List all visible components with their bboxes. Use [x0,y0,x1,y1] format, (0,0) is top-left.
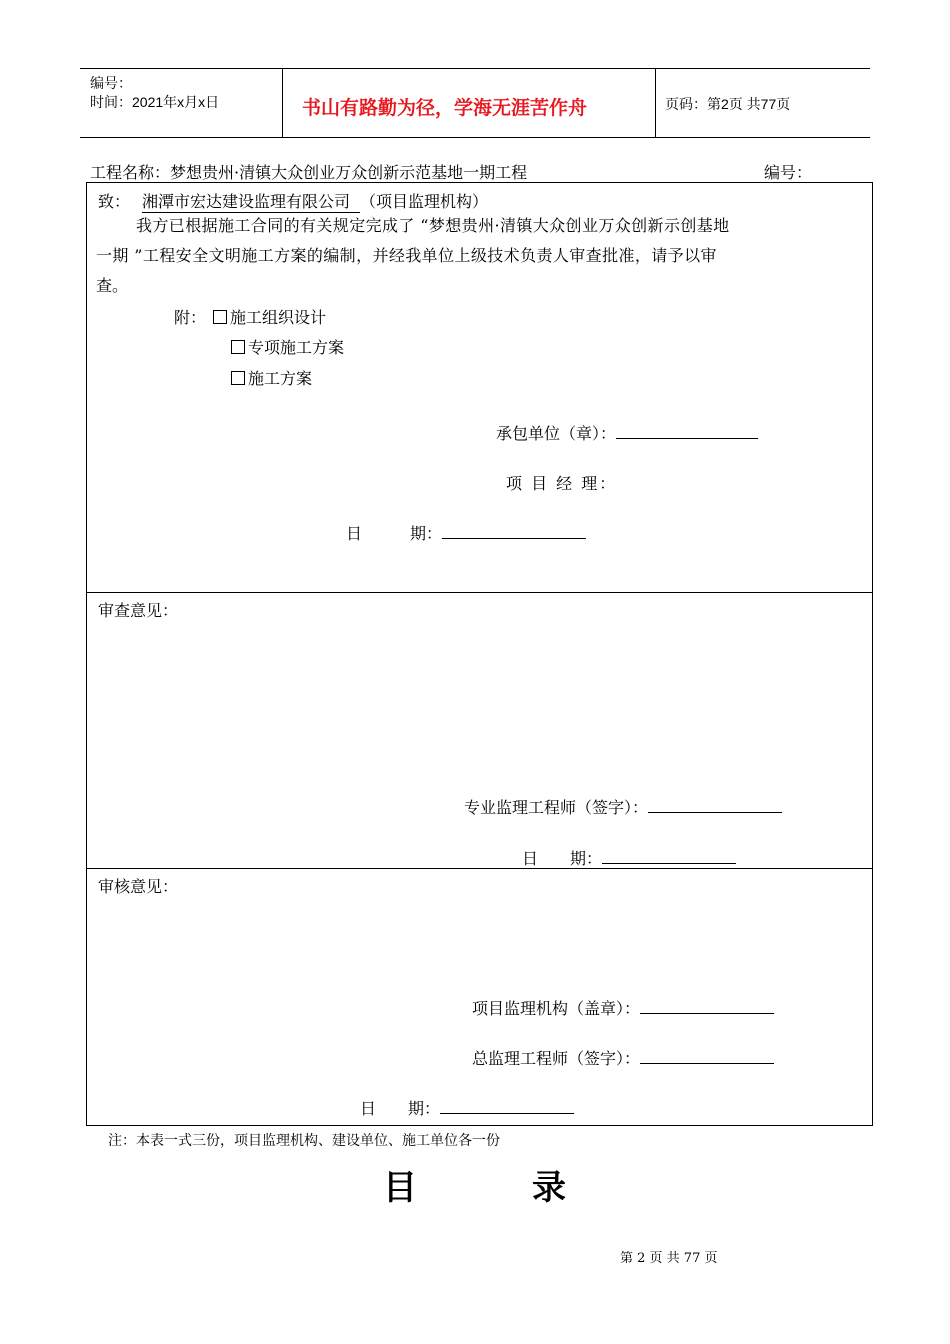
engineer-signature-label: 专业监理工程师（签字）： [464,798,649,817]
toc-title-char-2: 录 [532,1168,566,1208]
header-page-code: 页码：第2页 共77页 [665,96,791,112]
header-time-value: 2021年x月x日 [132,94,220,110]
audit-opinion-title: 审核意见： [98,877,179,896]
attachment-item-label: 专项施工方案 [248,338,345,357]
engineer-signature-blank[interactable] [648,797,782,813]
project-number-label: 编号： [764,163,813,182]
checkbox-icon[interactable] [213,310,227,324]
section2-date-label: 日 期： [522,849,603,868]
toc-title-char-1: 目 [383,1168,417,1208]
attachment-item-label: 施工方案 [248,369,313,388]
chief-signature-label: 总监理工程师（签字）： [472,1049,641,1068]
checkbox-icon[interactable] [231,340,245,354]
body-line-2: 一期 ”工程安全文明施工方案的编制，并经我单位上级技术负责人审查批准，请予以审 [96,246,717,265]
section1-date-blank[interactable] [442,523,586,539]
body-line-1: 我方已根据施工合同的有关规定完成了 “梦想贵州·清镇大众创业万众创新示创基地 [136,216,730,235]
contractor-seal-label: 承包单位（章）： [496,424,617,443]
checkbox-icon[interactable] [231,371,245,385]
page-footer: 第 2 页 共 77 页 [620,1251,718,1266]
project-manager-label: 项 目 经 理： [506,474,618,493]
to-label: 致： [98,192,131,211]
header-time-label: 时间： [90,94,132,110]
header-time [90,92,219,112]
org-seal-line [472,996,774,1019]
addressee-line [98,189,488,212]
section2-date-line [522,846,736,869]
attachment-item-label: 施工组织设计 [230,308,327,327]
to-organization: 湘潭市宏达建设监理有限公司 [142,192,360,213]
org-seal-label: 项目监理机构（盖章）： [472,999,641,1018]
attachment-item-2 [231,335,344,358]
divider-2 [86,868,873,869]
section1-date-label: 日 期： [346,524,443,543]
form-note: 注：本表一式三份，项目监理机构、建设单位、施工单位各一份 [108,1133,500,1149]
contractor-seal-blank[interactable] [616,423,758,439]
header-motto: 书山有路勤为径，学海无涯苦作舟 [302,97,588,119]
project-name: 工程名称：梦想贵州·清镇大众创业万众创新示范基地一期工程 [90,163,528,182]
review-opinion-title: 审查意见： [98,601,179,620]
engineer-signature-line [464,795,782,818]
attachment-label: 附： [174,308,207,327]
section2-date-blank[interactable] [602,848,736,864]
document-header [80,68,870,138]
divider-1 [86,592,873,593]
chief-signature-line [472,1046,774,1069]
header-number-label: 编号： [90,75,132,91]
attachment-item-1 [213,305,326,328]
section3-date-label: 日 期： [360,1099,441,1118]
section1-date-line [346,521,586,544]
org-seal-blank[interactable] [640,998,774,1014]
header-right-cell [655,69,871,137]
header-left-cell [80,69,283,137]
contractor-seal-line [496,421,758,444]
section3-date-blank[interactable] [440,1098,574,1114]
body-line-3: 查。 [96,276,129,295]
attachment-item-3 [231,366,312,389]
to-suffix: （项目监理机构） [360,192,489,211]
chief-signature-blank[interactable] [640,1048,774,1064]
section3-date-line [360,1096,574,1119]
